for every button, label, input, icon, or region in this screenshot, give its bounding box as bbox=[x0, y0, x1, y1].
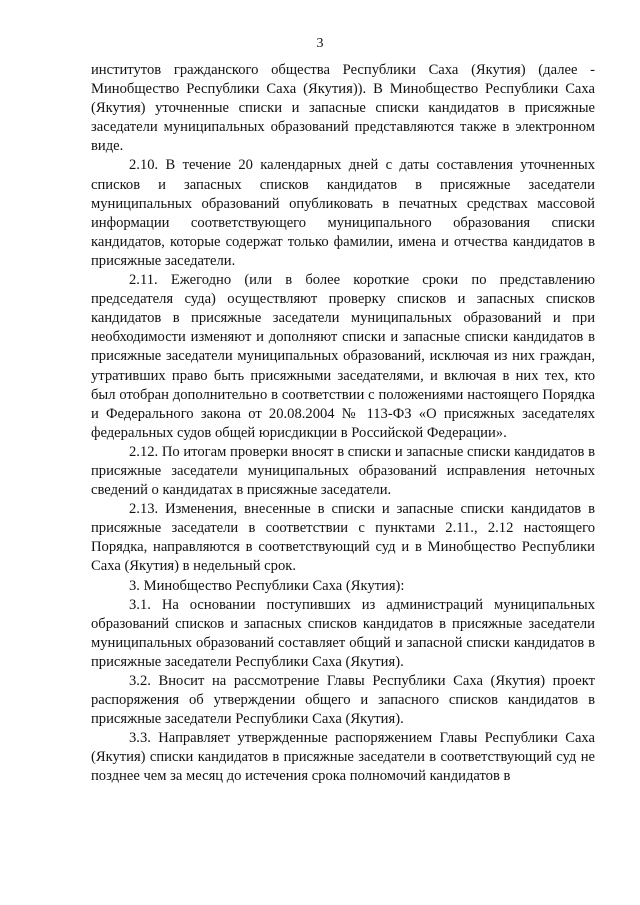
page-number: 3 bbox=[316, 36, 324, 51]
paragraph-continuation: институтов гражданского общества Республики Саха (Якутия) (далее - Минобщество Республики Саха (Якутия)). В Минобщество Республики Саха (Якутия) уточненные списки и запасные списки кандидатов в присяжные заседатели муниципальных образований представляются также в электронном виде. bbox=[91, 62, 595, 155]
paragraph-3-3: 3.3. Направляет утвержденные распоряжением Главы Республики Саха (Якутия) списки кандидатов в присяжные заседатели в соответствующий суд не позднее чем за месяц до истечения срока полномочий кандидатов в bbox=[91, 730, 595, 785]
paragraph-2-11: 2.11. Ежегодно (или в более короткие сроки по представлению председателя суда) осуществляют проверку списков и запасных списков кандидатов в присяжные заседатели муниципальных образований и при необходимости изменяют и дополняют списки и запасные списки кандидатов в присяжные заседатели муниципальных образований, исключая из них граждан, утративших право быть присяжными заседателями, и включая в них тех, кто был отобран дополнительно в соответствии с положениями настоящего Порядка и Федерального закона от 20.08.2004 № 113-ФЗ «О присяжных заседателях федеральных судов общей юрисдикции в Российской Федерации». bbox=[91, 272, 595, 441]
document-body bbox=[91, 61, 595, 787]
paragraph-3-1: 3.1. На основании поступивших из администраций муниципальных образований списков и запасных списков кандидатов в присяжные заседатели муниципальных образований составляет общий и запасной списки кандидатов в присяжные заседатели Республики Саха (Якутия). bbox=[91, 596, 595, 670]
paragraph-2-13: 2.13. Изменения, внесенные в списки и запасные списки кандидатов в присяжные заседатели в соответствии с пунктами 2.11., 2.12 настоящего Порядка, направляются в соответствующий суд и в Минобщество Республики Саха (Якутия) в недельный срок. bbox=[91, 501, 595, 575]
paragraph-2-10: 2.10. В течение 20 календарных дней с даты составления уточненных списков и запасных списков кандидатов в присяжные заседатели муниципальных образований опубликовать в печатных средствах массовой информации соответствующего муниципального образования списки кандидатов, которые содержат только фамилии, имена и отчества кандидатов в присяжные заседатели. bbox=[91, 157, 595, 269]
section-3-heading: 3. Минобщество Республики Саха (Якутия): bbox=[129, 577, 405, 594]
paragraph-3-2: 3.2. Вносит на рассмотрение Главы Республики Саха (Якутия) проект распоряжения об утверждении общего и запасного списков кандидатов в присяжные заседатели Республики Саха (Якутия). bbox=[91, 673, 595, 728]
paragraph-2-12: 2.12. По итогам проверки вносят в списки и запасные списки кандидатов в присяжные заседатели муниципальных образований исправления неточных сведений о кандидатах в присяжные заседатели. bbox=[91, 443, 595, 499]
